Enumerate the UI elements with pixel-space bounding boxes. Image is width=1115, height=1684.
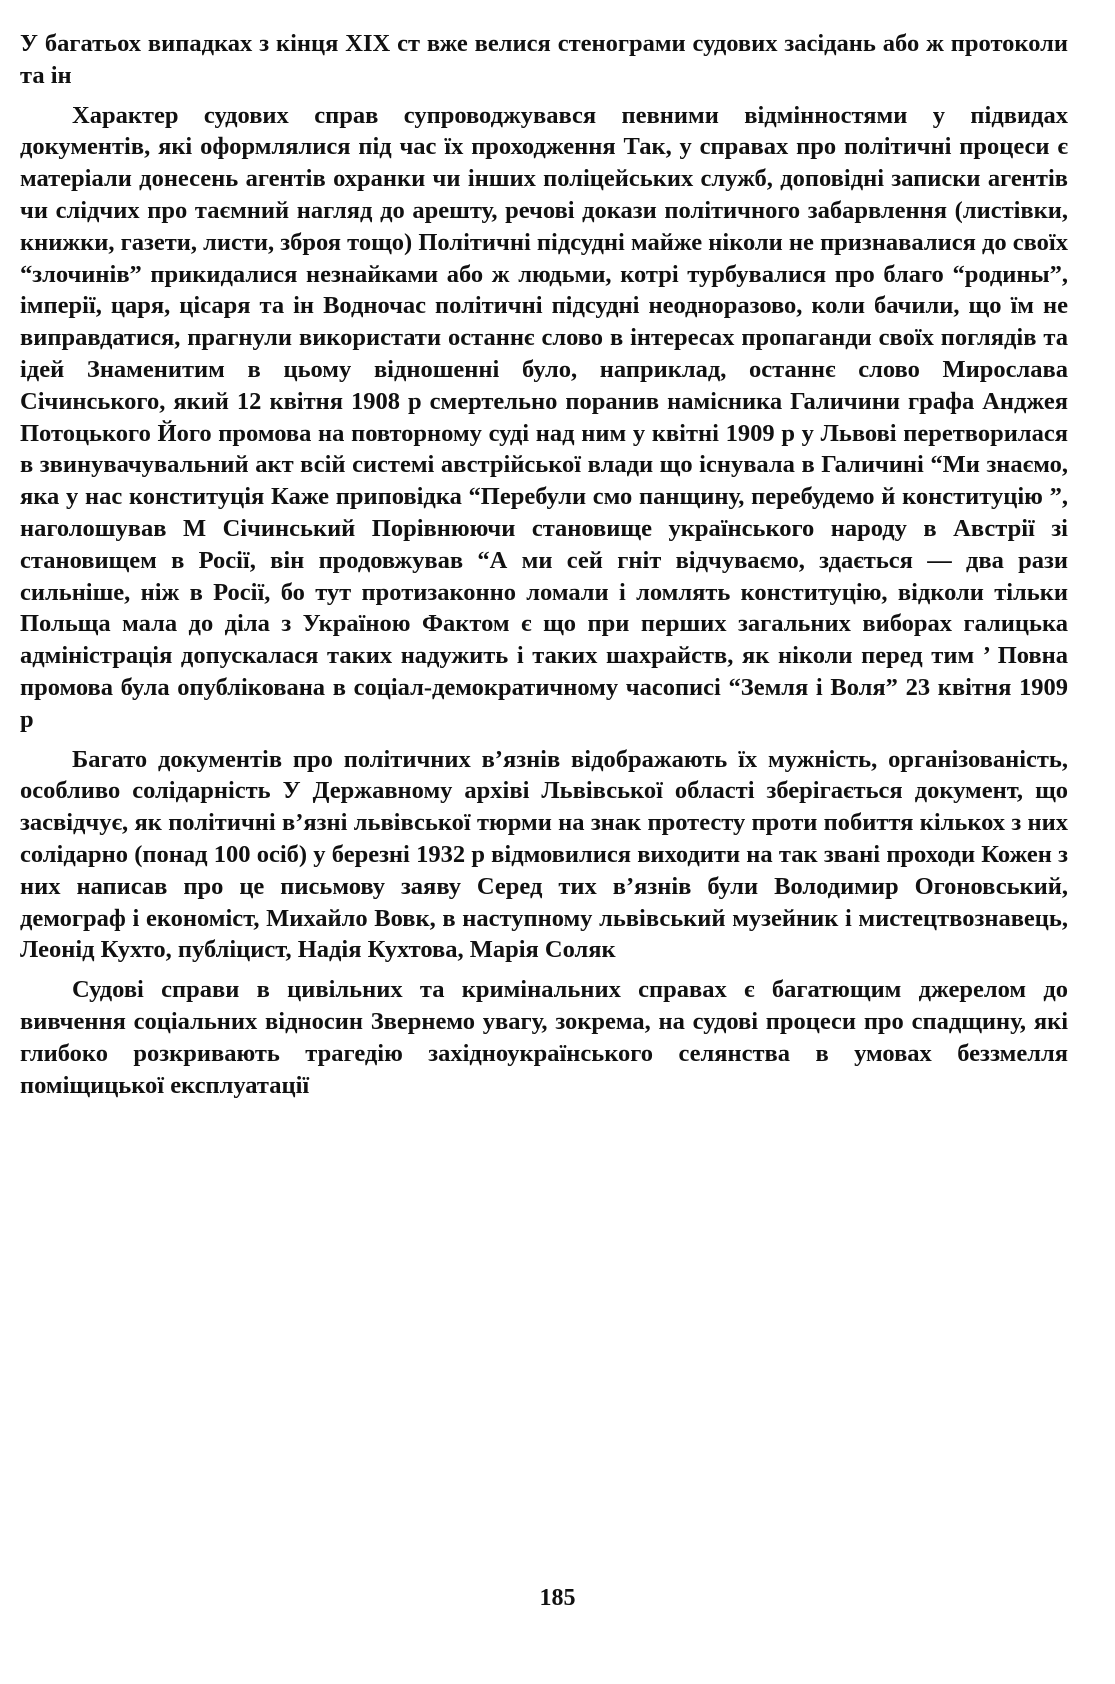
page-number: 185 xyxy=(539,1585,576,1611)
paragraph-2: Характер судових справ супроводжувався певними відмінностями у підвидах документів, які оформлялися під час їх проходження Так, у справах про політичні процеси є матеріали донесень агентів охранки чи інших поліцейських служб, доповідні записки агентів чи слідчих про таємний нагляд до арешту, речові докази політичного забарвлення (листівки, книжки, газети, листи, зброя тощо) Політичні підсудні майже ніколи не признавалися до своїх “злочинів” прикидалися незнайками або ж людьми, котрі турбувалися про благо “родины”, імперії, царя, цісаря та ін Водночас політичні підсудні неодноразово, коли бачили, що їм не виправдатися, прагнули використати останнє слово в інтересах пропаганди своїх поглядів та ідей Знаменитим в цьому відношенні було, наприклад, останнє слово Мирослава Січинського, який 12 квітня 1908 р смертельно поранив намісника Галичини графа Анджея Потоцького Його промова на повторному суді над ним у квітні 1909 р у Львові перетворилася в звинувачувальний акт всій системі австрійської влади що існувала в Галичині “Ми знаємо, яка у нас конституція Каже приповідка “Перебули смо панщину, перебудемо й конституцію ”, наголошував М Січинський Порівнюючи становище українського народу в Австрії зі становищем в Росії, він продовжував “А ми сей гніт відчуваємо, здається — два рази сильніше, ніж в Росії, бо тут протизаконно ломали і ломлять конституцію, відколи тільки Польща мала до діла з Україною Фактом є що при перших загальних виборах галицька адміністрація допускалася таких надужить і таких шахрайств, як ніколи перед тим ’ Повна промова була опублікована в соціал-демократичному часописі “Земля і Воля” 23 квітня 1909 р xyxy=(20,101,1068,733)
paragraph-1: У багатьох випадках з кінця XIX ст вже велися стенограми судових засідань або ж протоколи та ін xyxy=(20,30,1068,89)
paragraph-4: Судові справи в цивільних та кримінальних справах є багатющим джерелом до вивчення соціальних відносин Звернемо увагу, зокрема, на судові процеси про спадщину, які глибоко розкривають трагедію західноукраїнського селянства в умовах беззмелля поміщицької експлуатації xyxy=(20,976,1068,1099)
page-body xyxy=(20,28,1068,1109)
paragraph-3: Багато документів про політичних в’язнів відображають їх мужність, організованість, особливо солідарність У Державному архіві Львівської області зберігається документ, що засвідчує, як політичні в’язні львівської тюрми на знак протесту проти побиття кількох з них солідарно (понад 100 осіб) у березні 1932 р відмовилися виходити на так звані проходи Кожен з них написав про це письмову заяву Серед тих в’язнів були Володимир Огоновський, демограф і економіст, Михайло Вовк, в наступному львівський музейник і мистецтвознавець, Леонід Кухто, публіцист, Надія Кухтова, Марія Соляк xyxy=(20,745,1068,964)
